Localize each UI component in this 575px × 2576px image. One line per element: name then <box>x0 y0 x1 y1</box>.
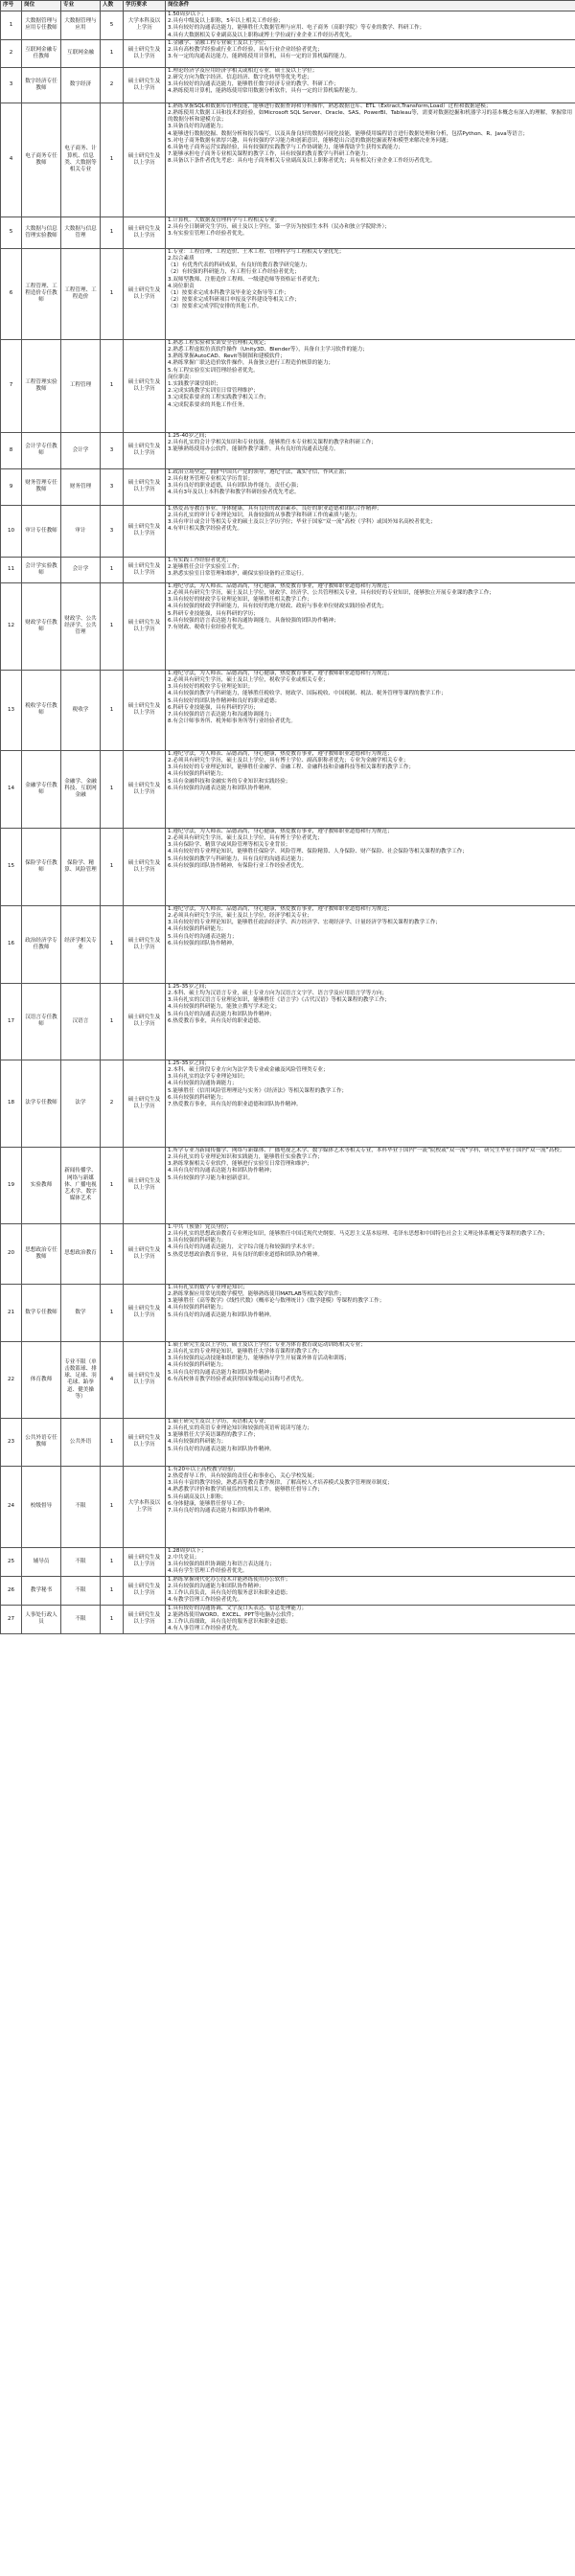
row-major: 公共外语 <box>61 1418 101 1466</box>
table-row <box>1 1418 575 1466</box>
row-education: 硕士研究生及以上学历 <box>124 670 166 750</box>
row-position: 工程管理、工程造价专任教师 <box>22 248 61 339</box>
row-education: 硕士研究生及以上学历 <box>124 750 166 828</box>
row-major: 思想政治教育 <box>61 1223 101 1284</box>
table-row <box>1 11 575 40</box>
row-major: 法学 <box>61 1060 101 1147</box>
row-number: 15 <box>1 828 22 905</box>
table-row <box>1 750 575 828</box>
table-row <box>1 217 575 248</box>
row-number: 18 <box>1 1060 22 1147</box>
row-position: 汉语言专任教师 <box>22 983 61 1060</box>
row-education: 硕士研究生及以上学历 <box>124 905 166 983</box>
row-conditions: 1.金融学、金融工程专业硕士及以上学位； 2.具有高校教学经验或行业工作经验，具有行业企业经验者优先； 3.有一定的沟通表达能力，能熟练使用计算机，具有一定的计算机编程能力。 <box>166 39 575 67</box>
row-education: 大学本科及以上学历 <box>124 11 166 40</box>
row-education: 硕士研究生及以上学历 <box>124 1284 166 1341</box>
row-count: 1 <box>101 339 124 432</box>
row-conditions: 1.25-35岁之间； 2.本科、硕士阶段专业方向为法学类专业或金融及风险管理类专业； 3.具有扎实的法学专业理论知识； 4.具有较强的沟通协调能力； 5.能够胜任《信用风险管理理论与实务》《经济法》等相关课程的教学工作； 6.具有较强的科研能力； 7.热爱教育事业，具有良好的职业道德和团队协作精神。 <box>166 1060 575 1147</box>
table-row <box>1 1547 575 1576</box>
row-number: 19 <box>1 1147 22 1223</box>
row-major: 工程管理 <box>61 339 101 432</box>
row-count: 1 <box>101 750 124 828</box>
row-education: 硕士研究生及以上学历 <box>124 557 166 582</box>
row-count: 1 <box>101 248 124 339</box>
row-education: 大学本科及以上学历 <box>124 1466 166 1547</box>
row-number: 22 <box>1 1341 22 1418</box>
row-position: 体育教师 <box>22 1341 61 1418</box>
row-conditions: 1.具有扎实的数学专业理论知识； 2.熟练掌握应用常见的数学模型，能够熟练使用MATLAB等相关数学软件； 3.能够胜任《高等数学》《线性代数》《概率论与数理统计》《数学建模》等课程的教学工作； 4.具有较强的科研能力； 5.具有良好的沟通表达能力和团队协作精神。 <box>166 1284 575 1341</box>
row-major: 税收学 <box>61 670 101 750</box>
row-position: 校级督导 <box>22 1466 61 1547</box>
table-row <box>1 905 575 983</box>
table-row <box>1 103 575 217</box>
row-count: 1 <box>101 905 124 983</box>
row-position: 大数据与信息管理实验教师 <box>22 217 61 248</box>
row-number: 3 <box>1 67 22 103</box>
table-row <box>1 248 575 339</box>
row-conditions: 1.有20年以上高校教学经验； 2.热爱督导工作，具有较强的责任心和事业心，关心学校发展； 3.具有丰富的教学经验，熟悉高等教育教学规律，了解高校人才培养模式及教学管理规章制度； 4.熟悉教学评价和教学质量监控的相关工作，能够胜任督导工作； 5.具有副高及以上职称； 6.身体健康，能够胜任督导工作； 7.具有良好的沟通表达能力和团队协作精神。 <box>166 1466 575 1547</box>
row-number: 27 <box>1 1605 22 1633</box>
row-position: 教学秘书 <box>22 1576 61 1605</box>
header-major: 专业 <box>61 1 101 11</box>
row-major: 经济学相关专业 <box>61 905 101 983</box>
row-count: 5 <box>101 11 124 40</box>
row-number: 10 <box>1 505 22 557</box>
row-count: 1 <box>101 983 124 1060</box>
row-major: 工程管理、工程造价 <box>61 248 101 339</box>
row-count: 1 <box>101 557 124 582</box>
row-conditions: 1.28周岁以下； 2.中共党员； 3.具有较强的组织协调能力和语言表达能力； 4.具有学生管理工作经验者优先。 <box>166 1547 575 1576</box>
row-major: 会计学 <box>61 557 101 582</box>
row-count: 1 <box>101 1284 124 1341</box>
row-major: 互联网金融 <box>61 39 101 67</box>
table-row <box>1 468 575 505</box>
row-major: 专业不限（单击数篮球、排球、足球、羽毛球、跆拳道、健美操等） <box>61 1341 101 1418</box>
row-major: 不限 <box>61 1547 101 1576</box>
row-major: 数字经济 <box>61 67 101 103</box>
row-major: 数学 <box>61 1284 101 1341</box>
table-row <box>1 1466 575 1547</box>
row-education: 硕士研究生及以上学历 <box>124 1147 166 1223</box>
row-conditions: 1.硕士研究生及以上学历，英语相关专业； 2.具有扎实的英语专业理论知识和较强的英语听说读写能力； 3.能够胜任大学英语课程的教学工作； 4.具有较强的科研能力； 5.具有良好的沟通表达能力和团队协作精神。 <box>166 1418 575 1466</box>
row-major: 不限 <box>61 1605 101 1633</box>
table-row <box>1 1223 575 1284</box>
row-count: 1 <box>101 1223 124 1284</box>
row-position: 辅导员 <box>22 1547 61 1576</box>
row-education: 硕士研究生及以上学历 <box>124 432 166 468</box>
row-number: 23 <box>1 1418 22 1466</box>
row-position: 会计学专任教师 <box>22 432 61 468</box>
row-position: 政治经济学专任教师 <box>22 905 61 983</box>
row-conditions: 1.理论经济学及应用经济学相关或相近专业，硕士及以上学位； 2.研究方向为数字经济、信息经济、数字化转型等优先考虑； 3.具有较好的沟通表达能力，能够胜任数字经济专业的教学、科研工作； 4.熟练使用计算机，能熟练使用常用数据分析软件，具有一定的计算机编程能力。 <box>166 67 575 103</box>
row-count: 3 <box>101 505 124 557</box>
row-education: 硕士研究生及以上学历 <box>124 1605 166 1633</box>
row-count: 1 <box>101 1147 124 1223</box>
row-count: 1 <box>101 582 124 670</box>
header-education: 学历要求 <box>124 1 166 11</box>
row-number: 17 <box>1 983 22 1060</box>
row-number: 7 <box>1 339 22 432</box>
row-count: 1 <box>101 217 124 248</box>
row-conditions: 1.遵纪守法，为人师表、品德高尚，身心健康，热爱教育事业，遵守教师职业道德和行为规范； 2.必须具有研究生学历，硕士及以上学位，具有博士学位、副高职称者优先；专业为金融学相关专业； 3.具有较好的专业理论知识，能够胜任金融学、金融工程、金融科技和金融科技等相关课程的教学工作； 4.具有较强的科研能力； 5.具有金融科技和金融实务的专业知识和实践经验； 6.具有较强的沟通表达能力和团队协作精神。 <box>166 750 575 828</box>
row-count: 1 <box>101 828 124 905</box>
row-position: 会计学实验教师 <box>22 557 61 582</box>
row-count: 3 <box>101 432 124 468</box>
row-count: 1 <box>101 1466 124 1547</box>
row-position: 电子商务专任教师 <box>22 103 61 217</box>
row-conditions: 1.50周岁以下； 2.具有中级及以上职称，5年以上相关工作经验； 3.具有较好的沟通表达能力，能够胜任大数据管理与应用、电子商务（高职学院）等专业的教学、科研工作； 4.具有大数据相关专业副高及以上职称或博士学位或行业企业工作经历者优先。 <box>166 11 575 40</box>
row-number: 26 <box>1 1576 22 1605</box>
row-position: 数字经济专任教师 <box>22 67 61 103</box>
row-count: 1 <box>101 1576 124 1605</box>
row-major: 审计 <box>61 505 101 557</box>
row-conditions: 1.硕士研究生及以上学历，硕士及以上学位；专业为体育教育或运动训练相关专业； 2.具有扎实的专业理论知识，能够胜任大学体育课程的教学工作； 3.具有较强的运动技能和组织能力，能够指导学生开展课外体育活动和训练； 4.具有较强的科研能力； 5.具有良好的沟通表达能力和团队协作精神； 6.有高校体育教学经验者或获得国家级运动员称号者优先。 <box>166 1341 575 1418</box>
row-education: 硕士研究生及以上学历 <box>124 217 166 248</box>
row-conditions: 1.遵纪守法，为人师表、品德高尚，身心健康，热爱教育事业，遵守教师职业道德和行为规范； 2.必须具有研究生学历，硕士及以上学位，具有博士学位者优先； 3.具有保险学、精算学或风险管理等相关专业背景； 4.具有较好的专业理论知识，能够胜任保险学、风险管理、保险精算、人身保险、财产保险、社会保险等相关课程的教学工作； 5.具有较强的教学与科研能力，具有良好的沟通表达能力； 6.具有较强的团队协作精神，有保险行业工作经验者优先。 <box>166 828 575 905</box>
row-major: 大数据管理与应用 <box>61 11 101 40</box>
row-number: 24 <box>1 1466 22 1547</box>
row-count: 4 <box>101 1341 124 1418</box>
table-row <box>1 557 575 582</box>
row-education: 硕士研究生及以上学历 <box>124 1418 166 1466</box>
row-position: 财政学专任教师 <box>22 582 61 670</box>
table-row <box>1 432 575 468</box>
row-count: 3 <box>101 468 124 505</box>
row-conditions: 1.有实践工作经验者优先； 2.能够胜任会计学实验室工作； 3.熟悉实验室日常管理和维护，确保实验设备的正常运行。 <box>166 557 575 582</box>
table-row <box>1 1605 575 1633</box>
row-position: 保险学专任教师 <box>22 828 61 905</box>
row-conditions: 1.遵纪守法，为人师表、品德高尚，身心健康，热爱教育事业，遵守教师职业道德和行为规范； 2.必须具有研究生学历，硕士及以上学位，经济学相关专业； 3.具有较好的专业理论知识，能够胜任政治经济学、西方经济学、宏观经济学、计量经济学等相关课程的教学工作； 4.具有较强的科研能力； 5.具有良好的沟通表达能力； 6.具有较强的团队协作精神。 <box>166 905 575 983</box>
header-conditions: 岗位条件 <box>166 1 575 11</box>
row-position: 数学专任教师 <box>22 1284 61 1341</box>
row-education: 硕士研究生及以上学历 <box>124 468 166 505</box>
row-position: 人事处行政人员 <box>22 1605 61 1633</box>
table-row <box>1 828 575 905</box>
row-major: 财政学、公共经济学、公共管理 <box>61 582 101 670</box>
table-row <box>1 1060 575 1147</box>
row-conditions: 1.熟练掌握现代化办公技术并能熟练使用办公软件； 2.具有较强的沟通能力和团队协作精神； 3.工作认真负责，具有良好的服务意识和职业道德； 4.有教学管理工作经验者优先。 <box>166 1576 575 1605</box>
table-row <box>1 670 575 750</box>
row-number: 5 <box>1 217 22 248</box>
row-major: 汉语言 <box>61 983 101 1060</box>
row-major: 大数据与信息管理 <box>61 217 101 248</box>
row-count: 2 <box>101 67 124 103</box>
row-conditions: 1.计算机、大数据及管理科学与工程相关专业； 2.具有全日制研究生学历，硕士及以上学位，第一学历为按招生本科（民办和独立学院除外）； 3.有实验室管理工作经验者优先。 <box>166 217 575 248</box>
header-position: 岗位 <box>22 1 61 11</box>
table-row <box>1 67 575 103</box>
row-number: 25 <box>1 1547 22 1576</box>
row-number: 13 <box>1 670 22 750</box>
row-conditions: 1.遵纪守法，为人师表、品德高尚，身心健康，热爱教育事业，遵守教师职业道德和行为规范； 2.必须具有研究生学历，硕士及以上学位，财政学、经济学、公共管理相关专业，具有较好的专业知识，能够独立开展专业课的教学工作； 3.具有较好的财政学专业理论知识，能够胜任相关教学工作； 4.具有较强的财政学科研能力，具有较好的地方财政、政府与事业单位财政实践经验者优先； 5.科研专业技能强，具有科研的学历； 6.具有较强的语言表达能力和沟通协调能力，具备较强的团队协作精神； 7.有财政、税收行业经验者优先。 <box>166 582 575 670</box>
row-major: 金融学、金融科技、互联网金融 <box>61 750 101 828</box>
row-education: 硕士研究生及以上学历 <box>124 1576 166 1605</box>
header-count: 人数 <box>101 1 124 11</box>
row-major: 会计学 <box>61 432 101 468</box>
row-number: 16 <box>1 905 22 983</box>
row-education: 硕士研究生及以上学历 <box>124 828 166 905</box>
row-major: 保险学、精算、风险管理 <box>61 828 101 905</box>
row-education: 硕士研究生及以上学历 <box>124 505 166 557</box>
row-count: 1 <box>101 670 124 750</box>
row-number: 4 <box>1 103 22 217</box>
row-conditions: 1.所学专业为新闻传播学、网络与新媒体、广播电视艺术学、数字媒体艺术等相关专业，本科毕业于国内“一流”院校或“双一流”学科，研究生毕业于国内“双一流”高校； 2.具有扎实的专业理论知识和实践能力，能够胜任实验教学工作； 3.熟练掌握相关专业软件，能够进行实验室日常管理和维护； 4.具有良好的沟通表达能力和团队协作精神； 5.具有较强的学习能力和创新意识。 <box>166 1147 575 1223</box>
row-position: 法学专任教师 <box>22 1060 61 1147</box>
row-major: 电子商务、计算机、信息类、大数据等相关专业 <box>61 103 101 217</box>
row-conditions: 1.热爱高等教育事业，身体健康，具有良好的政治素养，良好的职业道德和团队合作精神； 2.具有扎实的审计专业理论知识，具备较强的从事教学和科研工作的素质与能力； 3.具有审计或会计等相关专业的硕士及以上学历学位；毕业于国家“双一流”高校（学科）或国外知名高校者优先； 4.有审计相关教学经验者优先。 <box>166 505 575 557</box>
row-number: 2 <box>1 39 22 67</box>
row-position: 实验教师 <box>22 1147 61 1223</box>
header-number: 序号 <box>1 1 22 11</box>
row-education: 硕士研究生及以上学历 <box>124 1341 166 1418</box>
row-education: 硕士研究生及以上学历 <box>124 248 166 339</box>
row-education: 硕士研究生及以上学历 <box>124 39 166 67</box>
table-row <box>1 582 575 670</box>
row-conditions: 1.政治立场坚定，拥护中国共产党的领导，遵纪守法，诚实守信，作风正派； 2.具有财务管理专业相关学历背景； 3.具有良好的职业道德，具有团队协作能力，责任心强； 4.具有3年及以上本科教学和教学科研经验者优先考虑。 <box>166 468 575 505</box>
row-count: 1 <box>101 1605 124 1633</box>
row-position: 思想政治专任教师 <box>22 1223 61 1284</box>
table-row <box>1 505 575 557</box>
row-conditions: 1.熟悉工程实验和实训安全管理相关规定； 2.熟悉工程虚拟仿真软件操作（Unity3D、Blender等），具备自主学习软件的能力； 3.熟练掌握AutoCAD、Revit等制图和建模软件； 4.熟练掌握广联达造价软件操作，具备独立进行工程造价核算的能力； 5.有工程实验室实训管理经验者优先。 岗位职责： 1.实践教学课堂组织； 2.完成实践教学实训室日常管理维护； 3.完成院系要求的工程实践教学相关工作； 4.完成院系要求的其他工作任务。 <box>166 339 575 432</box>
row-count: 2 <box>101 1060 124 1147</box>
row-major: 不限 <box>61 1466 101 1547</box>
row-count: 1 <box>101 39 124 67</box>
row-position: 工程管理实验教师 <box>22 339 61 432</box>
row-major: 新闻传播学、网络与新媒体、广播电视艺术学、数字媒体艺术 <box>61 1147 101 1223</box>
row-number: 11 <box>1 557 22 582</box>
row-education: 硕士研究生及以上学历 <box>124 1547 166 1576</box>
row-major: 不限 <box>61 1576 101 1605</box>
row-education: 硕士研究生及以上学历 <box>124 1060 166 1147</box>
row-conditions: 1.25-35岁之间； 2.本科、硕士均为汉语言专业，硕士专业方向为汉语言文字学、语言学及应用语言学等方向； 3.具有扎实的汉语言专业理论知识，能够胜任《语言学》《古代汉语》等相关课程的教学工作； 4.具有较强的科研能力，能独立撰写学术论文； 5.具有良好的沟通表达能力和团队协作精神； 6.热爱教育事业，具有良好的职业道德。 <box>166 983 575 1060</box>
row-conditions: 1.25-40岁之间； 2.具有扎实的会计学相关知识和专业技能，能够胜任本专业相关课程的教学和科研工作； 3.能够熟练使用办公软件，能制作教学课件，具有良好的沟通表达能力。 <box>166 432 575 468</box>
table-row <box>1 983 575 1060</box>
table-row <box>1 1341 575 1418</box>
row-number: 1 <box>1 11 22 40</box>
row-position: 税收学专任教师 <box>22 670 61 750</box>
row-number: 14 <box>1 750 22 828</box>
row-conditions: 1.熟练掌握SQL和数据库管理技能，能够进行数据查询和分析操作，熟悉数据仓库、ETL（Extract,Transform,Load）过程和数据建模； 2.熟练使用大数据工具和技术的经验，如Microsoft SQL Server、Oracle、SAS、PowerBI、Tableau等，需要对数据挖掘和机器学习的基本概念有深入的理解，掌握常用的数据分析和建模方法； 3.具备良好的沟通能力； 4.能够进行数据挖掘、数据分析和报告编写，以及具备良好的数据可视化技能，能够使用编程语言进行数据处理和分析，包括Python、R、Java等语言； 5.对电子商务数据有浓厚兴趣，具有较强的学习能力和创新意识，能够提出合适的数据挖掘流程和模型来解决业务问题； 6.具备电子商务运营实践经验，具有较强的实践教学与工作协调能力，能够帮助学生获得实践能力； 7.能够承担电子商务专业相关课程的教学工作，具有较强的教育教学与科研工作能力； 8.具备以下条件者优先考虑：具有电子商务相关专业副高及以上职称者优先；具有相关行业企业工作经历者优先。 <box>166 103 575 217</box>
row-position: 互联网金融专任教师 <box>22 39 61 67</box>
row-education: 硕士研究生及以上学历 <box>124 103 166 217</box>
row-conditions: 1.具有较好的沟通协调、文字及口头表达、信息处理能力； 2.能熟练使用WORD、EXCEL、PPT等电脑办公软件； 3.工作认真细致，具有良好的服务意识和职业道德； 4.有人事管理工作经验者优先。 <box>166 1605 575 1633</box>
table-row <box>1 1147 575 1223</box>
row-number: 8 <box>1 432 22 468</box>
row-education: 硕士研究生及以上学历 <box>124 67 166 103</box>
row-conditions: 1.中共（预备）党员身份； 2.具有扎实的思想政治教育专业理论知识，能够胜任中国近现代史纲要、马克思主义基本原理、毛泽东思想和中国特色社会主义理论体系概论等课程的教学工作； 3.具有较强的科研能力； 4.具有良好的沟通表达能力，文字综合能力和较强的学术水平； 5.热爱思想政治教育事业，具有良好的职业道德和团队协作精神。 <box>166 1223 575 1284</box>
table-row <box>1 1576 575 1605</box>
table-header-row <box>1 1 575 11</box>
row-position: 大数据管理与应用专任教师 <box>22 11 61 40</box>
row-education: 硕士研究生及以上学历 <box>124 983 166 1060</box>
table-row <box>1 1284 575 1341</box>
table-row <box>1 339 575 432</box>
row-number: 21 <box>1 1284 22 1341</box>
row-education: 硕士研究生及以上学历 <box>124 339 166 432</box>
row-conditions: 1.遵纪守法，为人师表、品德高尚，身心健康，热爱教育事业，遵守教师职业道德和行为规范； 2.必须具有研究生学历，硕士及以上学位，税收学专业或相关专业； 3.具有较好的税收学专业理论知识； 4.具有较强的教学与科研能力，能够胜任税收学、财政学、国际税收、中国税制、税法、税务管理等课程的教学工作； 5.具有较好的团队协作精神和良好的职业道德； 6.科研专业技能强，具有科研的学历； 7.具有较强的语言表达能力和沟通协调能力； 8.有会计师事务所、税务师事务所等行业经验者优先。 <box>166 670 575 750</box>
row-position: 金融学专任教师 <box>22 750 61 828</box>
row-count: 1 <box>101 103 124 217</box>
row-education: 硕士研究生及以上学历 <box>124 1223 166 1284</box>
row-number: 9 <box>1 468 22 505</box>
row-number: 20 <box>1 1223 22 1284</box>
row-education: 硕士研究生及以上学历 <box>124 582 166 670</box>
row-position: 审计专任教师 <box>22 505 61 557</box>
row-conditions: 1.专业：工程管理、工程造价、土木工程、管理科学与工程相关专业优先； 2.综合素质 （1）有优秀代表的科研成果，有良好的教育教学研究能力； （2）有较强的科研能力，有工程行业工作经验者优先； 3.双师型教师、注册造价工程师、一级建造师等资格证书者优先； 4.岗位职责 （1）按要求完成本科教学及毕业论文指导等工作； （2）按要求完成科研项目申报及学科建设等相关工作； （3）按要求完成学院安排的其他工作。 <box>166 248 575 339</box>
row-major: 财务管理 <box>61 468 101 505</box>
table-row <box>1 39 575 67</box>
row-position: 财务管理专任教师 <box>22 468 61 505</box>
row-number: 6 <box>1 248 22 339</box>
row-number: 12 <box>1 582 22 670</box>
row-count: 1 <box>101 1547 124 1576</box>
row-position: 公共外语专任教师 <box>22 1418 61 1466</box>
row-count: 1 <box>101 1418 124 1466</box>
